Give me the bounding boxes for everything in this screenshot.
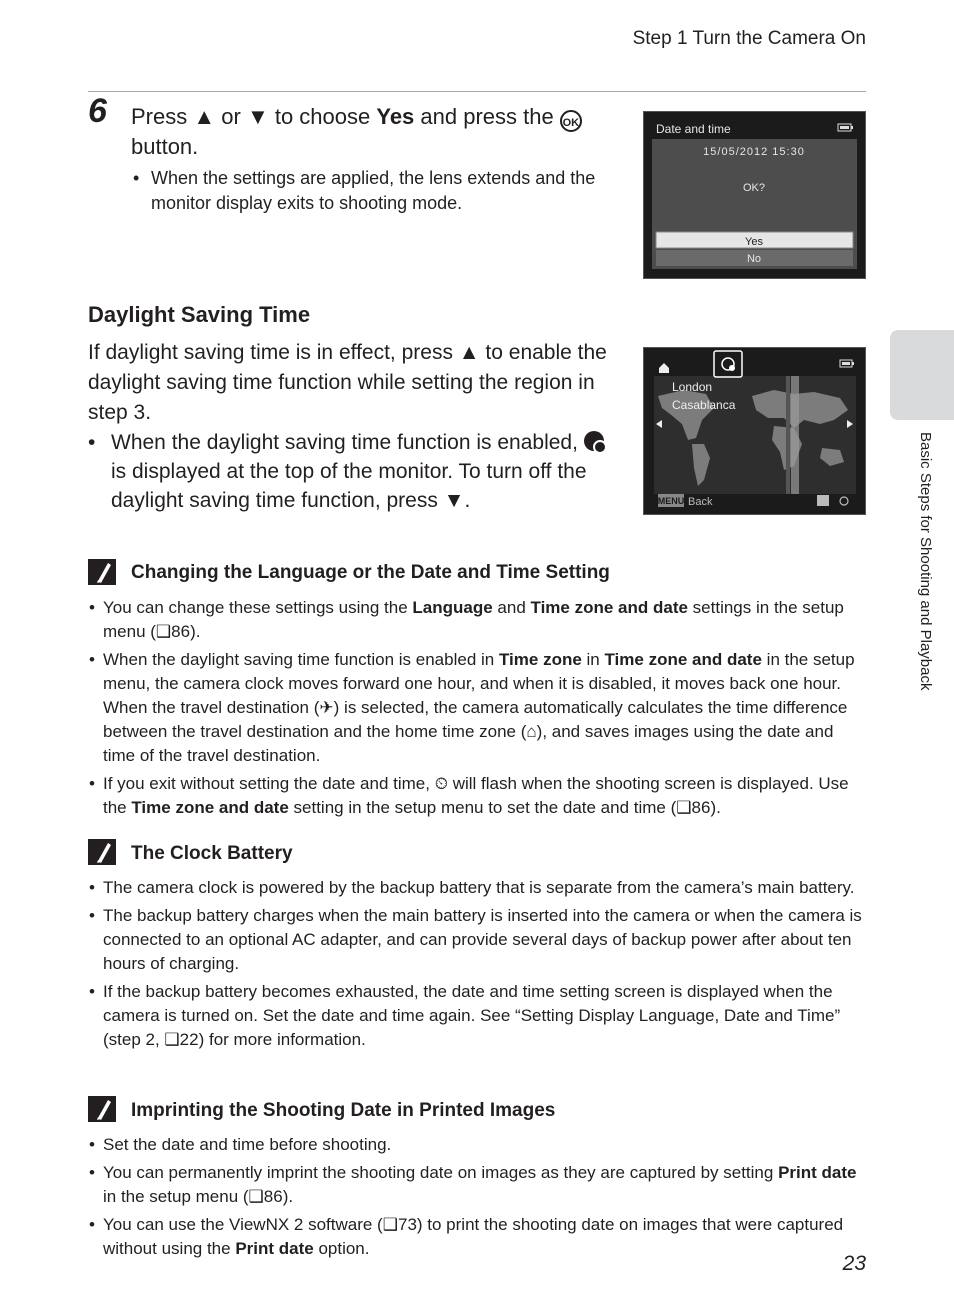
page-reference-icon: ❑ (382, 1215, 398, 1234)
screen-title: Date and time (656, 122, 731, 136)
dst-bullet: • When the daylight saving time function is enabled, is displayed at the top of the monitor. To turn off the daylight saving time function, press ▼. (88, 428, 618, 515)
note-heading-clock-battery: The Clock Battery (131, 843, 293, 864)
city-casablanca: Casablanca (672, 398, 736, 412)
header-rule (88, 91, 866, 92)
option-no: No (746, 253, 762, 265)
bullet-dot: • (89, 878, 95, 897)
list-item: • The camera clock is powered by the backup battery that is separate from the camera’s main battery. (103, 876, 863, 900)
section-heading-dst: Daylight Saving Time (88, 302, 311, 327)
note-heading-imprinting: Imprinting the Shooting Date in Printed Images (131, 1100, 556, 1121)
list-item: • The backup battery charges when the main battery is inserted into the camera or when the camera is connected to an optional AC adapter, and can provide several days of backup power after about ten hours of charging. (89, 906, 862, 973)
option-yes: Yes (745, 236, 763, 248)
running-header: Step 1 Turn the Camera On (632, 28, 866, 49)
note-list-clock-battery (89, 876, 863, 1056)
note-pencil-icon (88, 559, 116, 585)
list-item: • You can use the ViewNX 2 software (❑73) to print the shooting date on images that were captured without using the Print date option. (89, 1215, 844, 1258)
bullet-dot: • (89, 1163, 95, 1182)
note-pencil-icon (88, 839, 116, 865)
bullet-dot: • (89, 982, 95, 1001)
screen-datetime: 15/05/2012 15:30 (703, 146, 805, 158)
camera-screen-world-map (643, 347, 866, 515)
down-arrow-icon: ▼ (246, 104, 269, 129)
bullet-dot: • (89, 1215, 95, 1234)
list-item: • You can change these settings using the Language and Time zone and date settings in the setup menu (❑86). (89, 598, 844, 641)
down-arrow-icon: ▼ (443, 489, 465, 512)
home-icon: ⌂ (526, 722, 537, 741)
step-instruction: Press ▲ or ▼ to choose Yes and press the OK button. (131, 102, 621, 161)
note-heading-language-date: Changing the Language or the Date and Time Setting (131, 562, 610, 583)
screen-world-map-graphic (644, 348, 865, 514)
list-item: • When the daylight saving time function is enabled in Time zone in Time zone and date in the setup menu, the camera clock moves forward one hour, and when it is disabled, it moves back one hour. When the travel destination (✈) is selected, the camera automatically calculates the time difference between the travel destination and the home time zone (⌂), and saves images using the date and time of the travel destination. (89, 650, 855, 765)
chapter-tab-label: Basic Steps for Shooting and Playback (917, 432, 934, 691)
dst-paragraph: If daylight saving time is in effect, press ▲ to enable the daylight saving time function while setting the region in step 3. (88, 341, 607, 424)
city-london: London (672, 380, 713, 394)
screen-prompt: OK? (742, 182, 766, 194)
list-item: • Set the date and time before shooting. (103, 1133, 863, 1157)
back-label: Back (688, 496, 713, 508)
list-item: • You can permanently imprint the shooting date on images as they are captured by setting Print date in the setup menu (❑86). (89, 1163, 857, 1206)
note-pencil-icon (88, 1096, 116, 1122)
up-arrow-icon: ▲ (193, 104, 216, 129)
travel-destination-icon: ✈ (319, 698, 334, 717)
up-arrow-icon: ▲ (458, 341, 480, 364)
screen-date-confirm-graphic (644, 112, 865, 278)
step-number: 6 (88, 92, 107, 130)
bullet-dot: • (89, 1135, 95, 1154)
note-list-imprinting (89, 1133, 863, 1265)
menu-label: MENU (657, 496, 685, 506)
step-bullet: • When the settings are applied, the lens extends and the monitor display exits to shooting mode. (133, 168, 596, 213)
page-reference-icon: ❑ (676, 798, 692, 817)
page-reference-icon: ❑ (155, 622, 172, 641)
list-item: • If the backup battery becomes exhausted, the date and time setting screen is displayed when the camera is turned on. Set the date and time again. See “Setting Display Language, Date and Time” (step 2, ❑22) for more information. (89, 982, 841, 1049)
note-list-language-date (89, 596, 863, 824)
chapter-tab (890, 330, 954, 420)
ok-button-icon: OK (560, 110, 582, 132)
page-number: 23 (842, 1252, 866, 1275)
clock-not-set-icon: ⏲ (434, 774, 448, 793)
bullet-dot: • (89, 906, 95, 925)
time-zone-band (791, 376, 799, 494)
page-reference-icon: ❑ (164, 1030, 180, 1049)
page-reference-icon: ❑ (248, 1187, 264, 1206)
list-item: • If you exit without setting the date and time, ⏲ will flash when the shooting screen is displayed. Use the Time zone and date setting in the setup menu to set the date and time (❑86). (89, 774, 849, 817)
camera-screen-date-confirm (643, 111, 866, 279)
dst-sun-clock-icon (584, 431, 604, 451)
